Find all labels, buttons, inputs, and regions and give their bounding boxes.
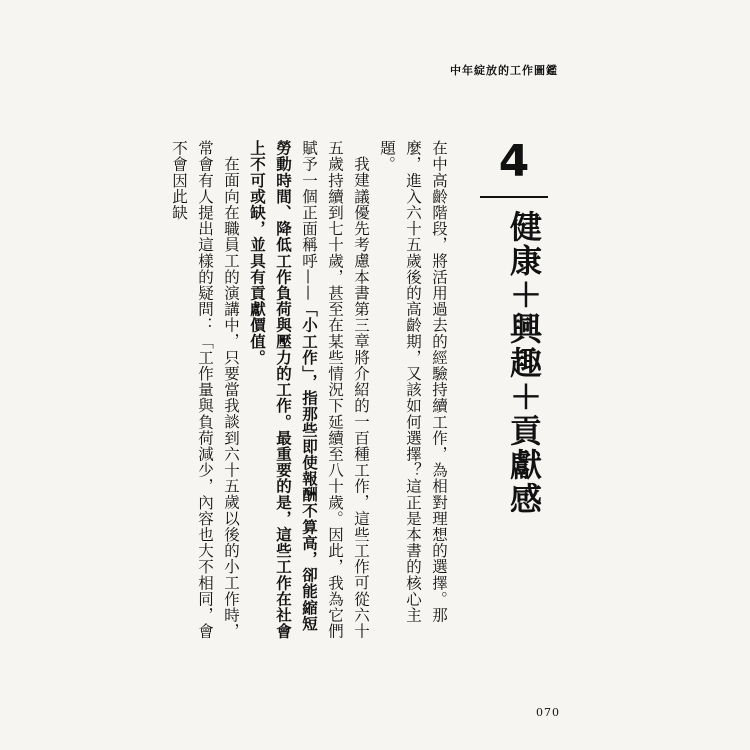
paragraph-2 xyxy=(244,140,374,640)
paragraph-1: 在中高齡階段，將活用過去的經驗持續工作，為相對理想的選擇。那麼，進入六十五歲後的高齡期，又該如何選擇？這正是本書的核心主題。 xyxy=(378,140,448,623)
chapter-title: 健康＋興趣＋貢獻感 xyxy=(505,210,543,516)
paragraph-2-emphasis: 「小工作」，指那些即使報酬不算高，卻能縮短勞動時間、降低工作負荷與壓力的工作。最重要的是，這些工作在社會上不可或缺，並具有貢獻價值。 xyxy=(248,140,318,640)
paragraph-3: 在面向在職員工的演講中，只要當我談到六十五歲以後的小工作時，常會有人提出這樣的疑問：「工作量與負荷減少，內容也大不相同，會不會因此缺 xyxy=(170,140,240,640)
chapter-rule xyxy=(480,196,548,198)
page-number: 070 xyxy=(536,706,560,719)
running-head: 中年綻放的工作圖鑑 xyxy=(450,64,558,77)
paragraph-2-text: 我建議優先考慮本書第三章將介紹的一百種工作，這些工作可從六十五歲持續到七十歲，甚至在某些情況下延續至八十歲。因此，我為它們賦予一個正面稱呼—— xyxy=(300,140,370,640)
body-text xyxy=(170,140,452,640)
chapter-number: 4 xyxy=(498,136,530,187)
